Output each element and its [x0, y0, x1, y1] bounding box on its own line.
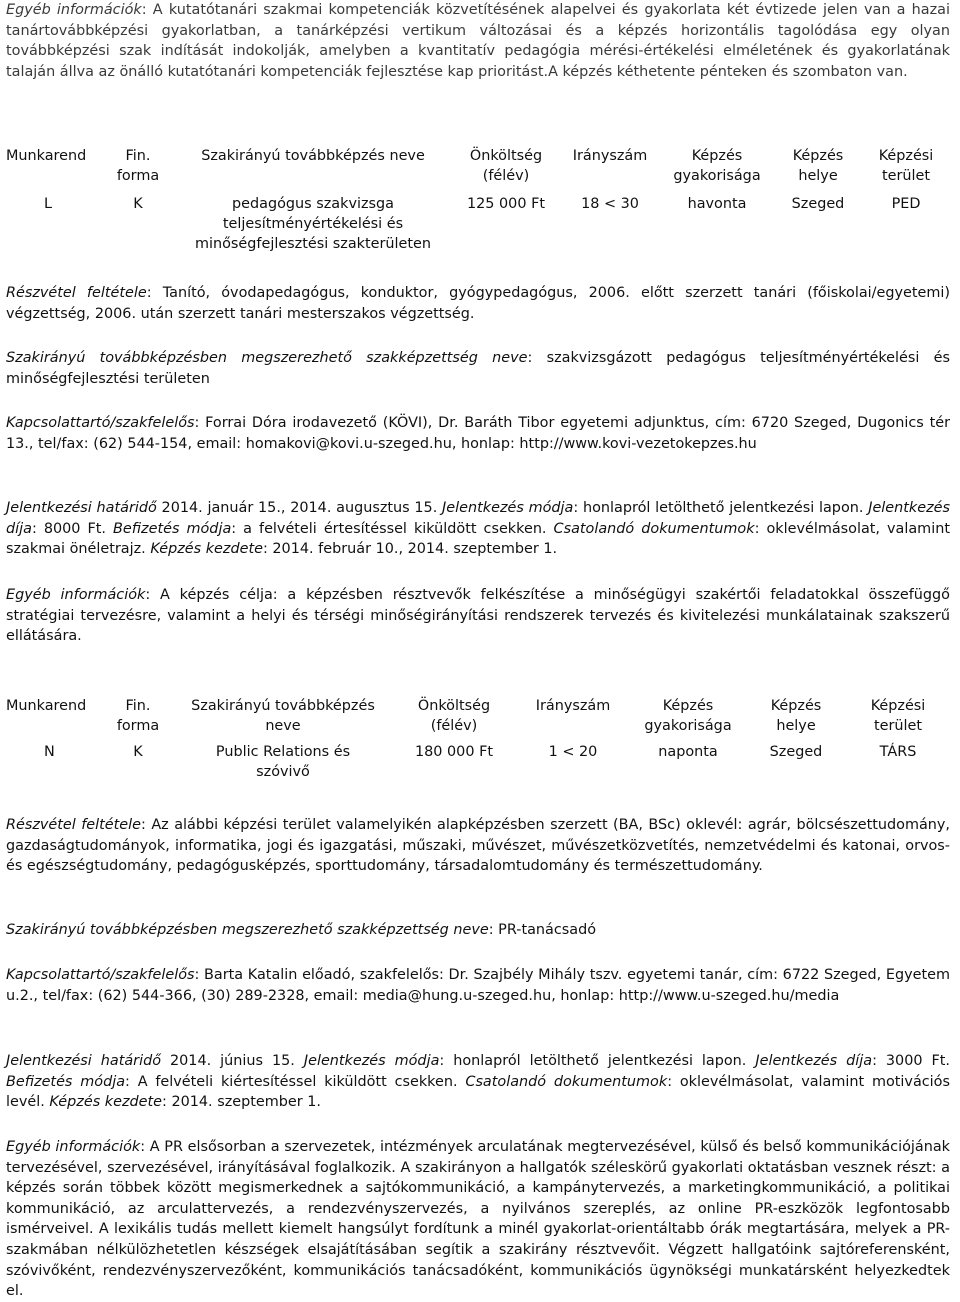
cell-szak-neve: Public Relations és szóvivő: [215, 744, 351, 780]
p1-reszvetel-text: Tanító, óvodapedagógus, konduktor, gyógypedagógus, 2006. előtt szerzett tanári (főiskolai/egyetemi) végzettség, 2006. után szerzett tanári mesterszakos végzettség.: [6, 285, 950, 322]
p2-szakkepzettseg-text: PR-tanácsadó: [498, 922, 597, 938]
p1-egyeb: Egyéb információk: A képzés célja: a képzésben résztvevők felkészítése a minőségügyi szakértői feladatokkal összefüggő stratégiai tervezésre, valamint a helyi és térségi minőségirányítási rendszerek tervezés és kivitelezési munkálatainak szakszerű ellátására.: [6, 587, 950, 645]
cell-helye: Szeged: [769, 744, 823, 760]
intro-paragraph: Egyéb információk: A kutatótanári szakmai kompetenciák közvetítésének alapelvei és gyakorlata két évtizede jelen van a hazai tanártovábbképzési gyakorlatban, a tanárképzési vertikum változásai és a képzés horizontális tagolódása egy olyan továbbképzési szak indítását indokolják, amelyben a kvantitatív pedagógia mérési-értékelési elméletének és gyakorlatának talaján állva az önálló kutatótanári kompetenciák fejlesztése kap prioritást.A képzés kéthetente pénteken és szombaton van.: [6, 2, 950, 80]
table-row: [6, 742, 952, 782]
p2-reszvetel-text: Az alábbi képzési terület valamelyikén alapképzésben szerzett (BA, BSc) oklevél: agrár, bölcsészettudomány, gazdaságtudományok, informatika, jogi és igazgatási, műszaki, művészet, művészetközvetítés, nemzetvédelmi és katonai, orvos- és egészségtudomány, pedagógusképzés, sporttudomány, társadalomtudomány és természettudomány.: [6, 817, 950, 875]
header-gyakorisag: Képzés gyakorisága: [644, 698, 732, 734]
p2-szakkepzettseg-label: Szakirányú továbbképzésben megszerezhető szakképzettség neve: [6, 922, 489, 938]
p2-egyeb-label: Egyéb információk: [6, 1139, 141, 1155]
header-munkarend: Munkarend: [6, 698, 87, 714]
header-munkarend: Munkarend: [6, 148, 87, 164]
cell-fin-forma: K: [133, 744, 143, 760]
header-fin-forma: Fin. forma: [116, 148, 160, 184]
p1-jelentkezes: Jelentkezési határidő 2014. január 15., 2014. augusztus 15. Jelentkezés módja: honlapról letölthető jelentkezési lapon. Jelentkezés díja: 8000 Ft. Befizetés módja: a felvételi értesítéssel kiküldött csekken. Csatolandó dokumentumok: oklevélmásolat, valamint szakmai önéletrajz. Képzés kezdete: 2014. február 10., 2014. szeptember 1.: [6, 500, 951, 558]
p1-egyeb-label: Egyéb információk: [6, 587, 146, 603]
p1-kezdete: 2014. február 10., 2014. szeptember 1.: [272, 541, 558, 558]
table-header-row: [6, 696, 952, 742]
p1-egyeb-text: A képzés célja: a képzésben résztvevők felkészítése a minőségügyi szakértői feladatokkal összefüggő stratégiai tervezésre, valamint a helyi és térségi minőségirányítási rendszerek tervezés és kivitelezési munkálatainak szakszerű ellátására.: [6, 587, 950, 645]
cell-szak-neve: pedagógus szakvizsga teljesítményértékelési és minőségfejlesztési szakterületen: [194, 196, 432, 252]
p1-fizetes: a felvételi értesítéssel kiküldött csekken.: [243, 520, 547, 537]
p1-csatolando: oklevélmásolat, valamint szakmai önéletrajz.: [6, 520, 950, 558]
p1-szakkepzettseg-label: Szakirányú továbbképzésben megszerezhető szakképzettség neve: [6, 350, 528, 366]
p1-reszvetel-label: Részvétel feltétele: [6, 285, 147, 301]
p1-kezdete-label: Képzés kezdete: [150, 541, 263, 558]
cell-terulet: PED: [891, 196, 921, 212]
program-table-2: [6, 696, 952, 782]
p2-kezdete: 2014. szeptember 1.: [171, 1094, 321, 1111]
cell-onkoltseg: 125 000 Ft: [466, 196, 545, 212]
header-fin-forma: Fin. forma: [116, 698, 160, 734]
cell-munkarend: L: [44, 196, 53, 212]
cell-helye: Szeged: [791, 196, 845, 212]
header-szak-neve: Szakirányú továbbképzés neve: [191, 698, 375, 734]
p2-kezdete-label: Képzés kezdete: [49, 1094, 162, 1111]
p1-dij: 8000 Ft.: [43, 520, 106, 537]
header-onkoltseg: Önköltség (félév): [469, 148, 543, 184]
p1-kapcsolat: Kapcsolattartó/szakfelelős: Forrai Dóra irodavezető (KÖVI), Dr. Baráth Tibor egyetemi adjunktus, cím: 6720 Szeged, Dugonics tér 13., tel/fax: (62) 544-154, email: homakovi@kovi.u-szeged.hu, honlap: http://www.kovi-vezetokepzes.hu: [6, 415, 950, 452]
p1-reszvetel: Részvétel feltétele: Tanító, óvodapedagógus, konduktor, gyógypedagógus, 2006. előtt szerzett tanári (főiskolai/egyetemi) végzettség, 2006. után szerzett tanári mesterszakos végzettség.: [6, 285, 950, 322]
p2-kapcsolat-label: Kapcsolattartó/szakfelelős: [6, 967, 195, 983]
cell-gyakorisag: naponta: [658, 744, 718, 760]
header-terulet: Képzési terület: [878, 148, 934, 184]
p2-fizetes-label: Befizetés módja: [6, 1073, 126, 1090]
p2-kapcsolat: Kapcsolattartó/szakfelelős: Barta Katalin előadó, szakfelelős: Dr. Szajbély Mihály tszv. egyetemi tanár, cím: 6722 Szeged, Egyetem u.2., tel/fax: (62) 544-366, (30) 289-2328, email: media@hung.u-szeged.hu, honlap: http://www.u-szeged.hu/media: [6, 967, 950, 1004]
p2-hatarido-label: Jelentkezési határidő: [6, 1053, 162, 1069]
table-header-row: [6, 146, 952, 194]
cell-onkoltseg: 180 000 Ft: [414, 744, 493, 760]
p2-csatolando-label: Csatolandó dokumentumok: [465, 1073, 668, 1090]
p2-dij: 3000 Ft.: [885, 1053, 950, 1069]
header-terulet: Képzési terület: [870, 698, 926, 734]
p2-reszvetel: Részvétel feltétele: Az alábbi képzési terület valamelyikén alapképzésben szerzett (BA, BSc) oklevél: agrár, bölcsészettudomány, gazdaságtudományok, informatika, jogi és igazgatási, műszaki, művészet, művészetközvetítés, nemzetvédelmi és katonai, orvos- és egészségtudomány, pedagógusképzés, sporttudomány, társadalomtudomány és természettudomány.: [6, 817, 950, 875]
p1-mod: honlapról letölthető jelentkezési lapon.: [582, 500, 864, 516]
p1-szakkepzettseg-text: szakvizsgázott pedagógus teljesítményértékelési és minőségfejlesztési területen: [6, 350, 950, 387]
p2-fizetes: A felvételi kiértesítéssel kiküldött csekken.: [137, 1073, 458, 1090]
p2-kapcsolat-text: Barta Katalin előadó, szakfelelős: Dr. Szajbély Mihály tszv. egyetemi tanár, cím: 6722 Szeged, Egyetem u.2., tel/fax: (62) 544-366, (30) 289-2328, email: media@hung.u-szeged.hu, honlap: http://www.u-szeged.hu/media: [6, 967, 950, 1004]
p2-mod: honlapról letölthető jelentkezési lapon.: [453, 1053, 747, 1069]
p1-dij-label: Jelentkezés díja: [6, 500, 951, 537]
header-iranyszam: Irányszám: [572, 148, 648, 164]
p2-egyeb: Egyéb információk: A PR elsősorban a szervezetek, intézmények arculatának megtervezésével, külső és belső kommunikációjának tervezésével, szervezésével, irányításával foglalkozik. A szakirányon a hallgatók széleskörű gyakorlati oktatásban vesznek részt: a képzés során többek között megismerkednek a sajtókommunikáció, a kampánytervezés, a marketingkommunikáció, a politikai kommunikáció, az arculattervezés, a rendezvényszervezés, a nyilvános szereplés, az online PR-eszközök legfontosabb ismérveivel. A lexikális tudás mellett kiemelt hangsúlyt fordítunk a minél gyakorlat-orientáltabb órák megtartására, melyek a PR-szakmában nélkülözhetetlen készségek elsajátításában segítik a szakirány résztvevőit. Végzett hallgatóink sajtóreferensként, szóvivőként, rendezvényszervezőként, kommunikációs tanácsadóként, kommunikációs ügynökségi munkatársként helyezkedtek el.: [6, 1139, 950, 1300]
cell-iranyszam: 1 < 20: [548, 744, 598, 760]
intro-text: A kutatótanári szakmai kompetenciák közvetítésének alapelvei és gyakorlata két évtizede jelen van a hazai tanártovábbképzési gyakorlatban, a tanárképzési vertikum változásai és a képzés horizontális tagolódása egy olyan továbbképzési szak indítását indokolják, amelyben a kvantitatív pedagógia mérési-értékelési elméletének és gyakorlatának talaján állva az önálló kutatótanári kompetenciák fejlesztése kap prioritást.A képzés kéthetente pénteken és szombaton van.: [6, 2, 950, 80]
p2-dij-label: Jelentkezés díja: [755, 1053, 873, 1069]
p2-egyeb-text: A PR elsősorban a szervezetek, intézmények arculatának megtervezésével, külső és belső kommunikációjának tervezésével, szervezésével, irányításával foglalkozik. A szakirányon a hallgatók széleskörű gyakorlati oktatásban vesznek részt: a képzés során többek között megismerkednek a sajtókommunikáció, a kampánytervezés, a marketingkommunikáció, a politikai kommunikáció, az arculattervezés, a rendezvényszervezés, a nyilvános szereplés, az online PR-eszközök legfontosabb ismérveivel. A lexikális tudás mellett kiemelt hangsúlyt fordítunk a minél gyakorlat-orientáltabb órák megtartására, melyek a PR-szakmában nélkülözhetetlen készségek elsajátításában segítik a szakirány résztvevőit. Végzett hallgatóink sajtóreferensként, szóvivőként, rendezvényszervezőként, kommunikációs tanácsadóként, kommunikációs ügynökségi munkatársként helyezkedtek el.: [6, 1139, 950, 1300]
p1-mod-label: Jelentkezés módja: [442, 500, 574, 516]
cell-fin-forma: K: [133, 196, 143, 212]
intro-label: Egyéb információk: [6, 2, 142, 18]
header-onkoltseg: Önköltség (félév): [417, 698, 491, 734]
p1-hatarido: 2014. január 15., 2014. augusztus 15.: [161, 500, 438, 516]
header-helye: Képzés helye: [770, 698, 822, 734]
p1-csatolando-label: Csatolandó dokumentumok: [553, 520, 755, 537]
cell-munkarend: N: [44, 744, 55, 760]
table-row: [6, 194, 952, 254]
cell-iranyszam: 18 < 30: [581, 196, 639, 212]
p1-kapcsolat-label: Kapcsolattartó/szakfelelős: [6, 415, 195, 431]
header-iranyszam: Irányszám: [535, 698, 611, 714]
p2-reszvetel-label: Részvétel feltétele: [6, 817, 141, 833]
p2-szakkepzettseg: Szakirányú továbbképzésben megszerezhető szakképzettség neve: PR-tanácsadó: [6, 922, 597, 938]
cell-gyakorisag: havonta: [687, 196, 747, 212]
header-szak-neve: Szakirányú továbbképzés neve: [201, 148, 425, 164]
p1-szakkepzettseg: Szakirányú továbbképzésben megszerezhető szakképzettség neve: szakvizsgázott pedagógus teljesítményértékelési és minőségfejlesztési területen: [6, 350, 950, 387]
p2-mod-label: Jelentkezés módja: [303, 1053, 440, 1069]
cell-terulet: TÁRS: [879, 744, 917, 760]
program-table-1: [6, 146, 952, 254]
p2-csatolando: oklevélmásolat, valamint motivációs levél.: [6, 1073, 950, 1111]
p2-jelentkezes: Jelentkezési határidő 2014. június 15. Jelentkezés módja: honlapról letölthető jelentkezési lapon. Jelentkezés díja: 3000 Ft. Befizetés módja: A felvételi kiértesítéssel kiküldött csekken. Csatolandó dokumentumok: oklevélmásolat, valamint motivációs levél. Képzés kezdete: 2014. szeptember 1.: [6, 1053, 950, 1111]
header-helye: Képzés helye: [792, 148, 844, 184]
p1-hatarido-label: Jelentkezési határidő: [6, 500, 157, 516]
p1-fizetes-label: Befizetés módja: [113, 520, 232, 537]
p1-kapcsolat-text: Forrai Dóra irodavezető (KÖVI), Dr. Baráth Tibor egyetemi adjunktus, cím: 6720 Szeged, Dugonics tér 13., tel/fax: (62) 544-154, email: homakovi@kovi.u-szeged.hu, honlap: http://www.kovi-vezetokepzes.hu: [6, 415, 950, 452]
p2-hatarido: 2014. június 15.: [170, 1053, 295, 1069]
header-gyakorisag: Képzés gyakorisága: [673, 148, 761, 184]
